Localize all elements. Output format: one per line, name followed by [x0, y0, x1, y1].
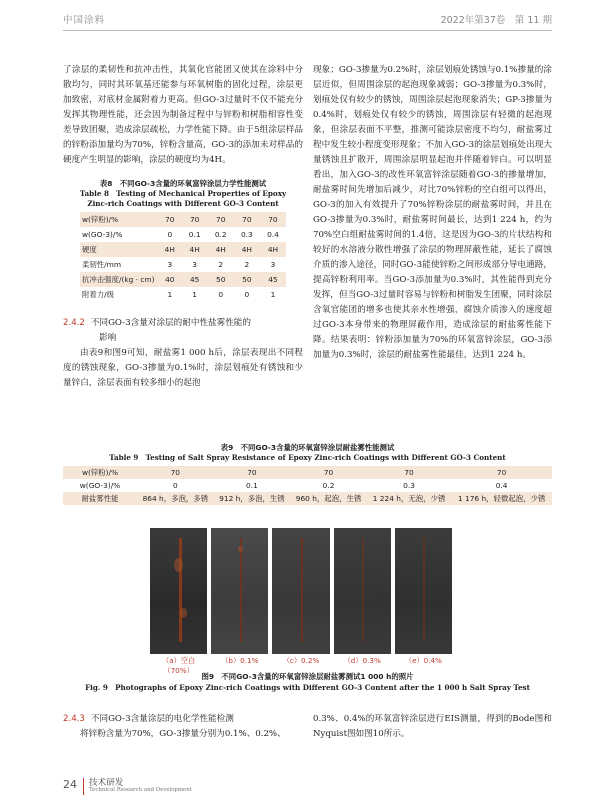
table-row	[80, 257, 286, 272]
section-title: 不同GO-3含量对涂层的耐中性盐雾性能的	[90, 318, 251, 328]
table-cell: 4H	[208, 242, 234, 257]
table-row	[80, 212, 286, 227]
table-cell: 3	[182, 257, 208, 272]
panel-label-e: （e）0.4%	[404, 656, 442, 665]
table-cell: 960 h，起泡，生锈	[290, 492, 367, 505]
panel-label-a: （a）空白（70%）	[162, 656, 196, 675]
table-cell: 40	[158, 272, 182, 287]
paragraph-2-4-2: 由表9和图9可知，耐盐雾1 000 h后，涂层表现出不同程度的锈蚀现象，GO-3掺量为0.1%时，涂层划痕处有锈蚀和少量锌白，涂层表面有较多细小的起泡	[63, 348, 303, 388]
left-column	[63, 63, 303, 391]
table-cell: 附着力/级	[80, 287, 158, 302]
table-cell: 0.1	[182, 227, 208, 242]
scratch-mark	[240, 538, 242, 642]
table-cell: 4H	[158, 242, 182, 257]
table9-caption-en: Table 9 Testing of Salt Spray Resistance of Epoxy Zinc-rich Coatings with Different GO-3 Content	[109, 453, 506, 462]
table-cell: 70	[451, 466, 552, 479]
table-cell: 70	[234, 212, 260, 227]
table-cell: 0.3	[367, 479, 451, 492]
paragraph-discussion: 现象；GO-3掺量为0.2%时，涂层划痕处锈蚀与0.1%掺量的涂层近似，但周围涂层的起泡现象减弱；GO-3掺量为0.3%时，划痕处仅有较少的锈蚀，周围涂层起泡现象消失；GP-3掺量为0.4%时，划痕处仅有较少的锈蚀，周围涂层有轻微的起泡现象，但涂层表面不平整，推测可能涂层密度不均匀，耐盐雾过程中发生较小程度变形现象；不加入GO-3的涂层划痕处出现大量锈蚀且扩散开，周围涂层明显起泡并伴随着锌白。可以明显看出，加入GO-3的改性环氧富锌涂层随着GO-3的掺量增加，耐盐雾时间先增加后减少，对比70%锌粉的空白组可以得出，GO-3的加入有效提升了70%锌粉涂层的耐盐雾时间，并且在GO-3掺量为0.3%时，耐盐雾时间最长，达到1 224 h，约为70%空白组耐盐雾时间的1.4倍，这是因为GO-3的片状结构和较好的水溶液分散性增强了涂层的物理屏蔽性能，延长了腐蚀介质的渗入途径，同时GO-3能使锌粉之间形成部分导电通路，提高锌粉利用率。当GO-3添加量为0.3%时，其性能得到充分发挥，但当GO-3过量时容易与锌粉和树脂发生团聚，同时涂层含氧官能团的增多也使其亲水性增强，腐蚀介质渗入的速度超过GO-3本身带来的物理屏蔽作用，造成涂层的耐盐雾性能下降。结果表明：锌粉添加量为70%的环氧富锌涂层，GO-3添加量为0.3%时，涂层的耐盐雾性能最佳，达到1 224 h。	[313, 65, 552, 360]
paragraph-intro: 了涂层的柔韧性和抗冲击性，其氧化官能团又使其在涂料中分散均匀，同时其环氧基还能参与环氧树脂的固化过程，涂层更加致密，对底材金属附着力更高。但GO-3过量时不仅不能充分发挥其物理性能，还会因为制备过程中与锌粉和树脂相容性变差导致团聚，造成涂层疏松，力学性能下降。由于5组涂层样品的锌粉添加量均为70%，锌粉含量高，GO-3的添加未对样品的硬度产生明显的影响，涂层的硬度均为4H。	[63, 65, 303, 165]
table-cell: w(GO-3)/%	[80, 227, 158, 242]
table-cell: 0.4	[451, 479, 552, 492]
issue-info: 2022年第37卷 第 11 期	[440, 15, 552, 26]
table-row	[80, 242, 286, 257]
table-cell: 耐盐雾性能	[63, 492, 137, 505]
table-cell: 0.1	[214, 479, 291, 492]
scratch-mark	[423, 538, 425, 642]
table-cell: w(锌粉)/%	[80, 212, 158, 227]
table-row	[80, 272, 286, 287]
table-cell: 0	[208, 287, 234, 302]
table8	[80, 212, 286, 302]
rust-spot	[180, 608, 187, 618]
table-cell: 912 h，多泡，生锈	[214, 492, 291, 505]
scratch-mark	[179, 538, 182, 642]
section-number: 2.4.2	[63, 318, 85, 328]
table-cell: 1	[158, 287, 182, 302]
table-cell: 50	[208, 272, 234, 287]
table8-caption-en-1: Table 8 Testing of Mechanical Properties of Epoxy	[79, 189, 287, 198]
paragraph-2-4-3: 将锌粉含量为70%，GO-3掺量分别为0.1%、0.2%、	[80, 729, 286, 739]
figure9-caption-en: Fig. 9 Photographs of Epoxy Zinc-rich Coatings with Different GO-3 Content after the 1 000 h Salt Spray Test	[85, 683, 530, 692]
table9-caption-cn: 表9 不同GO-3含量的环氧富锌涂层耐盐雾性能测试	[220, 443, 395, 452]
photo-panel-c	[272, 528, 329, 654]
table-cell: 抗冲击强度/(kg · cm)	[80, 272, 158, 287]
right-bottom-text	[313, 712, 552, 742]
table-cell: 70	[208, 212, 234, 227]
table-cell: 45	[260, 272, 286, 287]
table-cell: 2	[234, 257, 260, 272]
table-cell: 0	[158, 227, 182, 242]
rust-spot	[238, 546, 243, 552]
table-cell: w(锌粉)/%	[63, 466, 137, 479]
table-cell: 70	[137, 466, 214, 479]
table-cell: 0.2	[208, 227, 234, 242]
footer-divider	[83, 778, 84, 795]
table-cell: 2	[208, 257, 234, 272]
table-cell: 70	[214, 466, 291, 479]
table-cell: 0.2	[290, 479, 367, 492]
photo-panel-d	[334, 528, 391, 654]
section-number: 2.4.3	[63, 714, 85, 724]
table8-caption-en-2: Zinc-rich Coatings with Different GO-3 Content	[87, 199, 279, 208]
table-cell: 0.4	[260, 227, 286, 242]
table-cell: 1 224 h，无泡，少锈	[367, 492, 451, 505]
journal-name: 中国涂料	[63, 15, 106, 26]
table-cell: 70	[260, 212, 286, 227]
table-cell: 70	[158, 212, 182, 227]
footer-section-cn: 技术研发	[89, 778, 124, 788]
rust-spot	[174, 558, 183, 572]
panel-label-c: （c）0.2%	[282, 656, 320, 665]
table-row	[80, 287, 286, 302]
paragraph-eis: 0.3%、0.4%的环氧富锌涂层进行EIS测量，得到的Bode图和Nyquist图如图10所示。	[313, 714, 552, 739]
section-title-cont: 影响	[99, 333, 117, 343]
table-row	[63, 466, 552, 479]
table-cell: 0.3	[234, 227, 260, 242]
table-cell: 1	[182, 287, 208, 302]
scratch-mark	[301, 538, 303, 642]
section-2-4-3-heading	[63, 712, 303, 727]
table-cell: 4H	[234, 242, 260, 257]
table-cell: 0	[234, 287, 260, 302]
table-cell: 4H	[260, 242, 286, 257]
right-column	[313, 63, 552, 363]
table8-caption-cn: 表8 不同GO-3含量的环氧富锌涂层力学性能测试	[99, 179, 267, 188]
table-row	[63, 479, 552, 492]
page-number: 24	[63, 778, 77, 791]
photo-panel-e	[395, 528, 452, 654]
table-cell: 3	[158, 257, 182, 272]
table-cell: w(GO-3)/%	[63, 479, 137, 492]
table9-block	[63, 442, 552, 505]
table-cell: 4H	[182, 242, 208, 257]
table-cell: 70	[182, 212, 208, 227]
table-row	[63, 492, 552, 505]
section-title: 不同GO-3含量涂层的电化学性能检测	[90, 714, 234, 724]
photo-panel-a	[150, 528, 207, 654]
section-2-4-2-heading	[63, 316, 303, 346]
table-cell: 45	[182, 272, 208, 287]
scratch-mark	[362, 538, 364, 642]
table9	[63, 466, 552, 505]
header-divider	[63, 30, 552, 31]
table-cell: 柔韧性/mm	[80, 257, 158, 272]
figure9-photos	[150, 528, 452, 654]
table-cell: 50	[234, 272, 260, 287]
table-cell: 864 h，多泡，多锈	[137, 492, 214, 505]
table-cell: 3	[260, 257, 286, 272]
table-cell: 1 176 h，轻微起泡，少锈	[451, 492, 552, 505]
table-cell: 0	[137, 479, 214, 492]
panel-label-b: （b）0.1%	[221, 656, 259, 665]
figure9-caption-cn: 图9 不同GO-3含量的环氧富锌涂层耐盐雾测试1 000 h的照片	[201, 672, 414, 681]
table-cell: 70	[367, 466, 451, 479]
table-cell: 1	[260, 287, 286, 302]
footer-section-en: Technical Research and Development	[89, 787, 192, 793]
table-cell: 70	[290, 466, 367, 479]
table-row	[80, 227, 286, 242]
section-2-4-3	[63, 712, 303, 742]
panel-label-d: （d）0.3%	[343, 656, 381, 665]
photo-panel-b	[211, 528, 268, 654]
page-header	[0, 0, 600, 44]
table-cell: 硬度	[80, 242, 158, 257]
